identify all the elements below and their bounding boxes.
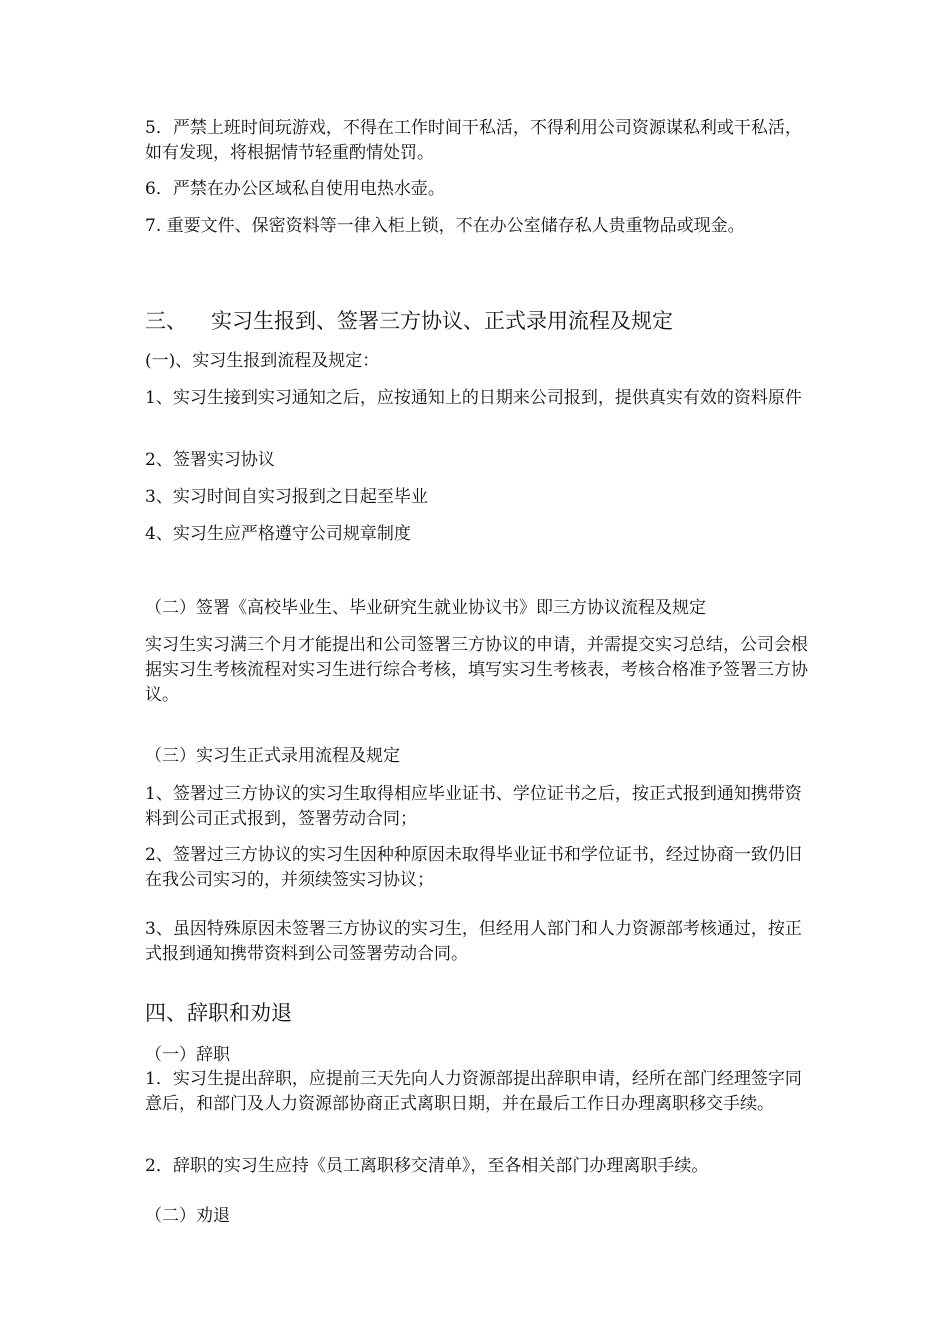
section-3-sub1-item-1: 1、实习生接到实习通知之后，应按通知上的日期来公司报到，提供真实有效的资料原件 <box>145 388 802 408</box>
section-4-heading: 四、辞职和劝退 <box>145 1001 292 1025</box>
section-3-sub3-item-2: 2、签署过三方协议的实习生因种种原因未取得毕业证书和学位证书，经过协商一致仍旧在我公司实习的，并须续签实习协议； <box>145 845 802 890</box>
section-3-sub2-body: 实习生实习满三个月才能提出和公司签署三方协议的申请，并需提交实习总结，公司会根据实习生考核流程对实习生进行综合考核，填写实习生考核表，考核合格准予签署三方协议。 <box>145 635 808 705</box>
section-3-title: 实习生报到、签署三方协议、正式录用流程及规定 <box>211 309 673 333</box>
section-4-sub1-item-1: 1．实习生提出辞职，应提前三天先向人力资源部提出辞职申请，经所在部门经理签字同意后，和部门及人力资源部协商正式离职日期，并在最后工作日办理离职移交手续。 <box>145 1069 802 1114</box>
section-3-sub1-item-4: 4、实习生应严格遵守公司规章制度 <box>145 524 411 544</box>
section-4-sub1-item-2: 2．辞职的实习生应持《员工离职移交清单》，至各相关部门办理离职手续。 <box>145 1156 709 1176</box>
rule-item-5: 5．严禁上班时间玩游戏，不得在工作时间干私活，不得利用公司资源谋私利或干私活，如有发现，将根据情节轻重酌情处罚。 <box>145 118 802 163</box>
section-3-sub3-heading: （三）实习生正式录用流程及规定 <box>145 746 400 766</box>
section-3-sub3-item-3: 3、虽因特殊原因未签署三方协议的实习生，但经用人部门和人力资源部考核通过，按正式报到通知携带资料到公司签署劳动合同。 <box>145 919 802 964</box>
section-3-sub2-heading: （二）签署《高校毕业生、毕业研究生就业协议书》即三方协议流程及规定 <box>145 598 706 618</box>
rule-item-6: 6．严禁在办公区域私自使用电热水壶。 <box>145 179 445 199</box>
section-3-sub1-item-3: 3、实习时间自实习报到之日起至毕业 <box>145 487 428 507</box>
section-3-sub1-heading: (一)、实习生报到流程及规定： <box>145 351 380 371</box>
section-3-heading <box>145 307 810 335</box>
rule-item-7: 7. 重要文件、保密资料等一律入柜上锁，不在办公室储存私人贵重物品或现金。 <box>145 216 745 236</box>
section-3-number: 三、 <box>145 309 187 333</box>
section-4-sub1-heading: （一）辞职 <box>145 1045 230 1065</box>
section-3-sub1-item-2: 2、签署实习协议 <box>145 450 275 470</box>
section-4-sub2-heading: （二）劝退 <box>145 1206 230 1226</box>
section-3-sub3-item-1: 1、签署过三方协议的实习生取得相应毕业证书、学位证书之后，按正式报到通知携带资料到公司正式报到，签署劳动合同； <box>145 784 802 829</box>
